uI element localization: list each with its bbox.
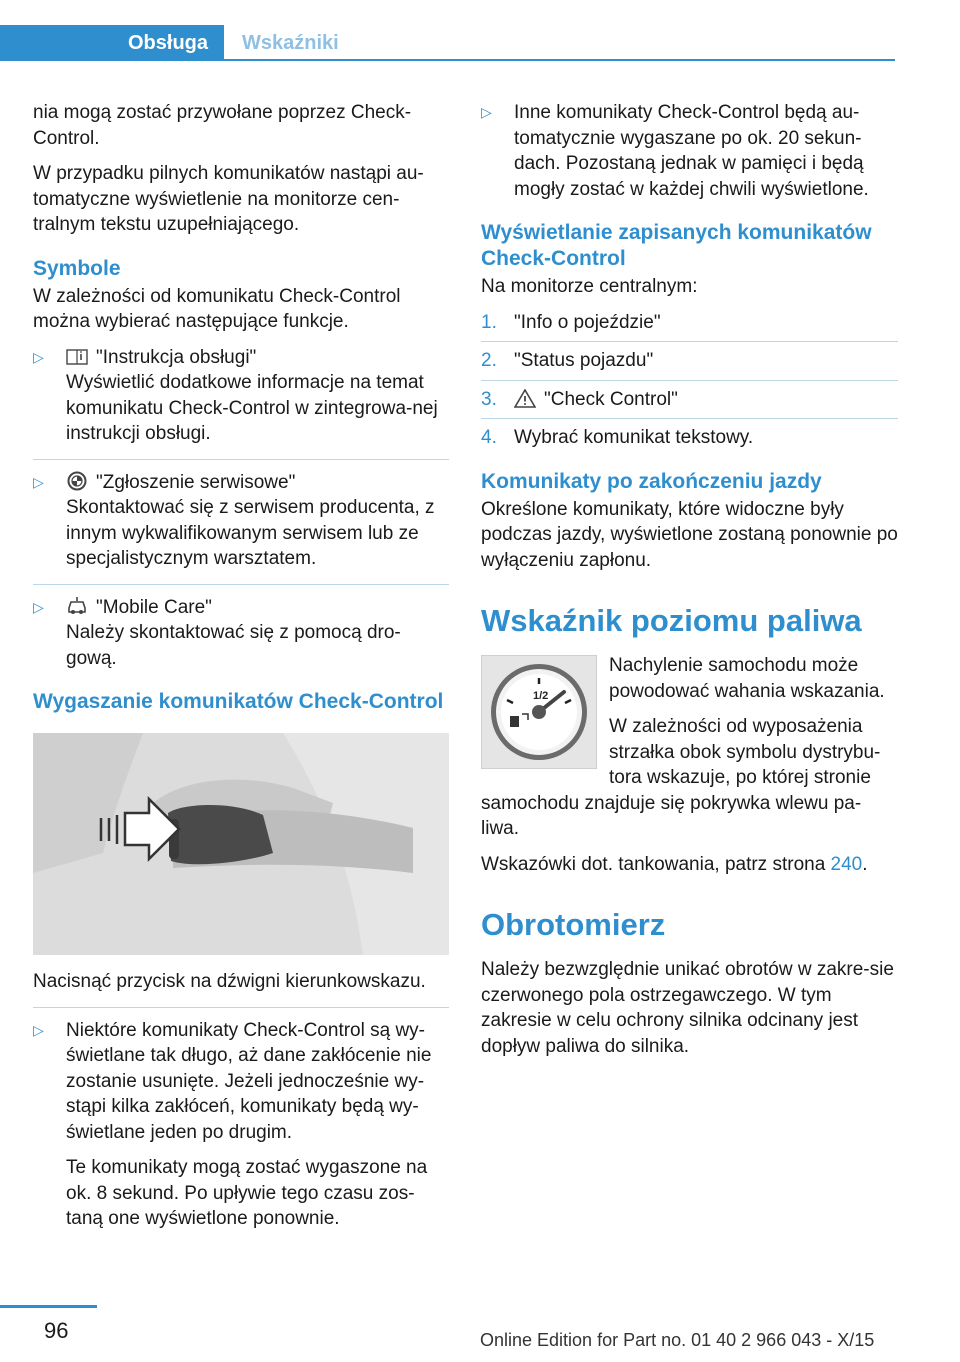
refuel-text [481,852,898,878]
symbol-label-manual: "Instrukcja obsługi" [96,346,257,368]
divider [481,418,898,419]
divider [33,1007,449,1008]
divider [33,584,449,585]
symbol-desc-manual: Wyświetlić dodatkowe informacje na temat komunikatu Check-Control w zintegrowa‐nej instrukcji obsługi. [66,372,438,444]
wyswietlanie-heading: Wyświetlanie zapisanych komunikatów Check-Control [481,221,872,270]
refuel-text-prefix: Wskazówki dot. tankowania, patrz strona [481,853,831,875]
symbol-label-service: "Zgłoszenie serwisowe" [96,471,296,493]
step-item [481,348,898,374]
step-number: 3. [481,388,497,410]
wygaszanie-heading: Wygaszanie komunikatów Check-Control [33,690,444,713]
footer-accent-line [0,1305,97,1308]
gauge-half-label: 1/2 [533,690,549,702]
triangle-bullet-icon: ▷ [33,473,44,490]
symbol-desc-service: Skontaktować się z serwisem producenta, z innym wykwalifikowanym serwisem lub ze specjalistycznym warsztatem. [66,497,435,569]
fuel-text-1: Nachylenie samochodu może powodować wahania wskazania. [609,655,885,702]
step-number: 2. [481,350,497,371]
note-item-1 [33,1018,449,1232]
mobile-care-icon [66,596,88,616]
note-text-1: Niektóre komunikaty Check-Control są wy‐świetlane tak długo, aż dane zakłócenie nie zostanie usunięte. Jeżeli jednocześnie wy‐stąpi kilka zakłóceń, komunikaty będą wy‐świetlane jeden po drugim. [66,1019,432,1143]
warning-triangle-icon [514,389,536,408]
step-number: 4. [481,427,497,448]
divider [33,459,449,460]
note-text-2: Te komunikaty mogą zostać wygaszone na ok. 8 sekund. Po upływie tego czasu zos‐taną one wyświetlone ponownie. [66,1157,428,1229]
fuel-gauge-heading: Wskaźnik poziomu paliwa [481,603,862,638]
tab-obsluga[interactable]: Obsługa [0,25,224,61]
footer-edition: Online Edition for Part no. 01 40 2 966 043 - X/15 [480,1330,875,1350]
step-item [481,425,898,451]
komunikaty-heading: Komunikaty po zakończeniu jazdy [481,469,822,493]
symbol-item-service [33,470,449,572]
divider [481,341,898,342]
note-text-3: Inne komunikaty Check-Control będą au‐tomatycznie wygaszane po ok. 20 sekun‐dach. Pozostaną jednak w pamięci i będą mogły zostać w każdej chwili wyświetlone. [514,102,869,200]
fuel-gauge-icon [482,656,596,768]
tab-wskazniki[interactable]: Wskaźniki [242,32,339,54]
triangle-bullet-icon: ▷ [33,598,44,615]
refuel-text-end: . [862,853,868,875]
tachometer-text: Należy bezwzględnie unikać obrotów w zakre‐sie czerwonego pola ostrzegawczego. W tym zakresie w celu ochrony silnika odcinany jest dopływ paliwa do silnika. [481,959,894,1057]
turn-signal-lever-illustration [33,733,449,955]
left-column [33,100,449,1242]
right-column [481,100,898,1069]
symbol-item-manual [33,345,449,447]
symbole-heading: Symbole [33,256,121,280]
symbol-desc-mobile-care: Należy skontaktować się z pomocą dro‐gową. [66,622,401,669]
wyswietlanie-text: Na monitorze centralnym: [481,276,698,297]
header-tab-bar [0,25,895,61]
step-item [481,310,898,336]
step-text: "Check Control" [544,388,678,410]
intro-paragraph-1: nia mogą zostać przywołane poprzez Check‐Control. [33,102,412,149]
step-text: "Status pojazdu" [514,350,654,371]
turn-signal-lever-photo [33,733,449,955]
intro-paragraph-2: W przypadku pilnych komunikatów nastąpi au‐tomatyczne wyświetlenie na monitorze cen‐tralnym tekstu uzupełniającego. [33,163,424,235]
book-icon [66,348,88,366]
fuel-gauge-section [481,653,898,842]
step-number: 1. [481,311,497,333]
note-item-2 [481,100,898,202]
symbol-label-mobile-care: "Mobile Care" [96,596,212,618]
bmw-service-icon [66,471,88,491]
symbole-text: W zależności od komunikatu Check-Control można wybierać następujące funkcje. [33,285,401,332]
step-item [481,387,898,413]
fuel-gauge-image [481,655,597,769]
komunikaty-text: Określone komunikaty, które widoczne były podczas jazdy, wyświetlone zostaną ponownie po wyłączeniu zapłonu. [481,498,898,571]
divider [481,380,898,381]
triangle-bullet-icon: ▷ [33,1021,44,1038]
refuel-page-link[interactable]: 240 [830,853,863,875]
page-number: 96 [44,1318,69,1343]
triangle-bullet-icon: ▷ [33,348,44,365]
fuel-text-2: W zależności od wyposażenia strzałka obok symbolu dystrybu‐tora wskazuje, po której stronie samochodu znajduje się pokrywka wlewu pa‐liwa. [481,716,881,839]
triangle-bullet-icon: ▷ [481,104,492,120]
symbol-item-mobile-care [33,595,449,672]
step-text: "Info o pojeździe" [514,311,661,333]
tachometer-heading: Obrotomierz [481,907,666,942]
step-text: Wybrać komunikat tekstowy. [514,427,754,448]
photo-caption: Nacisnąć przycisk na dźwigni kierunkowskazu. [33,971,426,992]
